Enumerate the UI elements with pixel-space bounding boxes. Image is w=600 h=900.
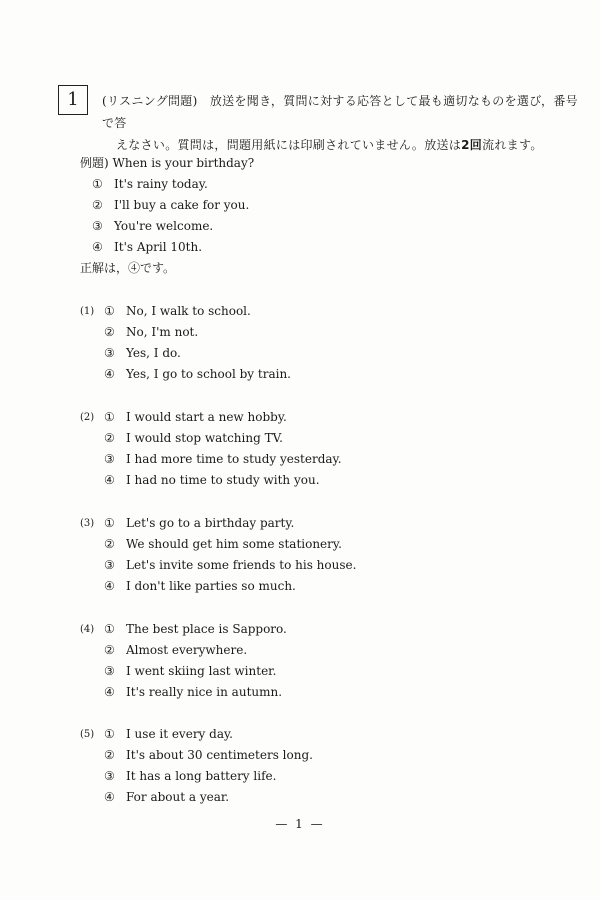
option-row xyxy=(80,534,356,555)
example-question-text: When is your birthday? xyxy=(112,156,255,170)
question-label: (4) xyxy=(80,624,95,635)
example-question xyxy=(80,153,254,174)
question-1 xyxy=(80,301,291,385)
option-text: I don't like parties so much. xyxy=(126,579,296,593)
option-text: Yes, I go to school by train. xyxy=(126,367,291,381)
option-number: ④ xyxy=(104,790,115,804)
example-option xyxy=(80,174,254,195)
option-row xyxy=(80,428,342,449)
option-number: ① xyxy=(104,727,115,741)
option-number: ① xyxy=(104,622,115,636)
option-row xyxy=(80,745,313,766)
option-text: For about a year. xyxy=(126,790,230,804)
question-4 xyxy=(80,619,287,703)
option-number: ④ xyxy=(104,367,115,381)
option-text: No, I walk to school. xyxy=(126,304,251,318)
option-row xyxy=(80,619,287,640)
page-number: — 1 — xyxy=(275,817,325,831)
option-text: It's April 10th. xyxy=(114,240,203,254)
option-number: ③ xyxy=(92,219,103,233)
example-section xyxy=(80,153,254,279)
example-label: 例題) xyxy=(80,156,109,170)
option-text: Let's go to a birthday party. xyxy=(126,516,295,530)
option-number: ① xyxy=(104,516,115,530)
option-row xyxy=(80,364,291,385)
instructions-line1: (リスニング問題) 放送を聞き，質問に対する応答として最も適切なものを選び，番号で答 xyxy=(102,94,578,130)
option-text: No, I'm not. xyxy=(126,325,199,339)
option-text: It's really nice in autumn. xyxy=(126,685,283,699)
option-text: I'll buy a cake for you. xyxy=(114,198,250,212)
option-number: ② xyxy=(104,643,115,657)
option-row xyxy=(80,407,342,428)
instructions-play-count: 2回 xyxy=(461,138,483,152)
question-2 xyxy=(80,407,342,491)
option-row xyxy=(80,322,291,343)
option-text: Let's invite some friends to his house. xyxy=(126,558,357,572)
option-row xyxy=(80,787,313,808)
option-text: I went skiing last winter. xyxy=(126,664,277,678)
option-row xyxy=(80,555,356,576)
example-option xyxy=(80,216,254,237)
option-text: We should get him some stationery. xyxy=(126,537,342,551)
option-number: ① xyxy=(92,177,103,191)
option-text: It's rainy today. xyxy=(114,177,208,191)
option-number: ③ xyxy=(104,452,115,466)
option-row xyxy=(80,343,291,364)
option-row xyxy=(80,449,342,470)
question-label: (3) xyxy=(80,518,95,529)
example-answer: 正解は，④です。 xyxy=(80,261,176,275)
option-number: ③ xyxy=(104,558,115,572)
option-row xyxy=(80,513,356,534)
option-number: ③ xyxy=(104,346,115,360)
question-number-box: 1 xyxy=(58,85,88,115)
option-number: ② xyxy=(104,748,115,762)
option-row xyxy=(80,640,287,661)
option-number: ② xyxy=(92,198,103,212)
question-label: (1) xyxy=(80,306,95,317)
question-3 xyxy=(80,513,356,597)
option-row xyxy=(80,682,287,703)
question-5 xyxy=(80,724,313,808)
option-text: I would stop watching TV. xyxy=(126,431,283,445)
option-number: ① xyxy=(104,304,115,318)
option-number: ④ xyxy=(104,685,115,699)
instructions-line2-pre: えなさい。質問は，問題用紙には印刷されていません。放送は xyxy=(116,138,462,152)
option-number: ② xyxy=(104,431,115,445)
option-number: ① xyxy=(104,410,115,424)
instructions xyxy=(102,90,582,156)
example-option xyxy=(80,195,254,216)
option-number: ④ xyxy=(104,473,115,487)
option-row xyxy=(80,661,287,682)
option-text: Yes, I do. xyxy=(126,346,181,360)
option-row xyxy=(80,576,356,597)
option-text: I had no time to study with you. xyxy=(126,473,320,487)
example-option xyxy=(80,237,254,258)
option-text: Almost everywhere. xyxy=(126,643,248,657)
option-text: The best place is Sapporo. xyxy=(126,622,287,636)
option-text: I use it every day. xyxy=(126,727,233,741)
option-number: ③ xyxy=(104,769,115,783)
instructions-line2-post: 流れます。 xyxy=(482,138,543,152)
option-number: ② xyxy=(104,325,115,339)
option-row xyxy=(80,724,313,745)
option-text: I had more time to study yesterday. xyxy=(126,452,342,466)
option-text: It's about 30 centimeters long. xyxy=(126,748,313,762)
option-text: It has a long battery life. xyxy=(126,769,277,783)
option-row xyxy=(80,470,342,491)
option-number: ③ xyxy=(104,664,115,678)
option-text: I would start a new hobby. xyxy=(126,410,287,424)
option-number: ④ xyxy=(104,579,115,593)
option-number: ④ xyxy=(92,240,103,254)
question-label: (5) xyxy=(80,729,95,740)
option-row xyxy=(80,766,313,787)
option-number: ② xyxy=(104,537,115,551)
question-label: (2) xyxy=(80,412,95,423)
option-row xyxy=(80,301,291,322)
option-text: You're welcome. xyxy=(114,219,214,233)
